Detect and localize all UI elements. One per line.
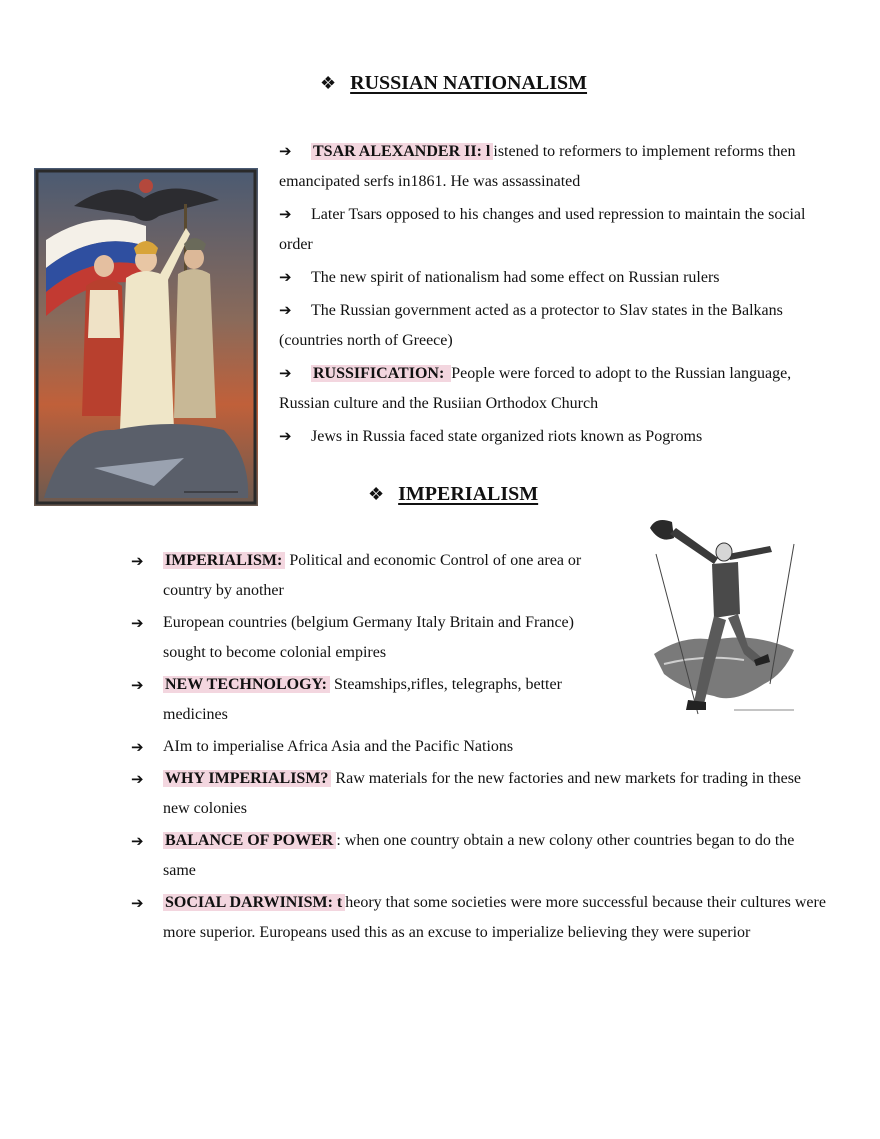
list-item	[279, 262, 839, 293]
highlighted-term: WHY IMPERIALISM?	[163, 770, 331, 787]
list-item	[131, 670, 611, 730]
arrow-bullet-icon: ➔	[279, 205, 292, 223]
item-text: Steamships,rifles, telegraphs, better medicines	[163, 676, 562, 723]
item-text: European countries (belgium Germany Italy Britain and France) sought to become colonial empires	[163, 614, 574, 661]
item-text: Jews in Russia faced state organized riots known as Pogroms	[311, 428, 703, 445]
nationalism-list	[279, 136, 839, 454]
highlighted-term: BALANCE OF POWER	[163, 832, 336, 849]
list-item	[131, 732, 831, 762]
list-item	[279, 295, 839, 356]
arrow-bullet-icon: ➔	[131, 894, 144, 912]
imperialism-list	[131, 546, 831, 950]
item-text: : when one country obtain a new colony other countries began to do the same	[163, 832, 795, 879]
highlighted-term: IMPERIALISM:	[163, 552, 285, 569]
item-text: Later Tsars opposed to his changes and used repression to maintain the social order	[279, 206, 806, 253]
item-text: istened to reformers to implement reforms then emancipated serfs in1861. He was assassinated	[279, 143, 796, 190]
arrow-bullet-icon: ➔	[131, 770, 144, 788]
item-text: heory that some societies were more successful because their cultures were more superior. Europeans used this as an excuse to imperialize believing they were superior	[163, 894, 826, 941]
arrow-bullet-icon: ➔	[131, 832, 144, 850]
heading-imperialism	[368, 483, 538, 506]
list-item	[131, 826, 831, 886]
highlighted-term: RUSSIFICATION:	[311, 365, 451, 382]
arrow-bullet-icon: ➔	[279, 364, 292, 382]
list-item	[131, 888, 831, 948]
item-text: Raw materials for the new factories and new markets for trading in these new colonies	[163, 770, 802, 817]
diamond-bullet-icon: ❖	[368, 484, 385, 504]
arrow-bullet-icon: ➔	[279, 142, 292, 160]
list-item	[279, 358, 839, 419]
item-text: People were forced to adopt to the Russian language, Russian culture and the Rusiian Orthodox Church	[279, 365, 792, 412]
arrow-bullet-icon: ➔	[131, 614, 144, 632]
heading-text: RUSSIAN NATIONALISM	[350, 72, 588, 94]
arrow-bullet-icon: ➔	[131, 676, 144, 694]
list-item	[131, 546, 611, 606]
heading-text: IMPERIALISM	[398, 483, 539, 505]
item-text: The new spirit of nationalism had some effect on Russian rulers	[311, 269, 720, 286]
highlighted-term: SOCIAL DARWINISM: t	[163, 894, 345, 911]
arrow-bullet-icon: ➔	[131, 738, 144, 756]
highlighted-term: TSAR ALEXANDER II: l	[311, 143, 493, 160]
item-text: AIm to imperialise Africa Asia and the Pacific Nations	[163, 738, 514, 755]
arrow-bullet-icon: ➔	[279, 268, 292, 286]
arrow-bullet-icon: ➔	[279, 427, 292, 445]
russian-nationalism-illustration	[34, 168, 258, 506]
highlighted-term: NEW TECHNOLOGY:	[163, 676, 330, 693]
heading-russian-nationalism	[320, 72, 587, 95]
arrow-bullet-icon: ➔	[131, 552, 144, 570]
list-item	[279, 421, 839, 452]
arrow-bullet-icon: ➔	[279, 301, 292, 319]
list-item	[279, 199, 839, 260]
item-text: The Russian government acted as a protector to Slav states in the Balkans (countries north of Greece)	[279, 302, 783, 349]
list-item	[279, 136, 839, 197]
item-text: Political and economic Control of one area or country by another	[163, 552, 582, 599]
diamond-bullet-icon: ❖	[320, 73, 337, 93]
list-item	[131, 608, 611, 668]
list-item	[131, 764, 831, 824]
